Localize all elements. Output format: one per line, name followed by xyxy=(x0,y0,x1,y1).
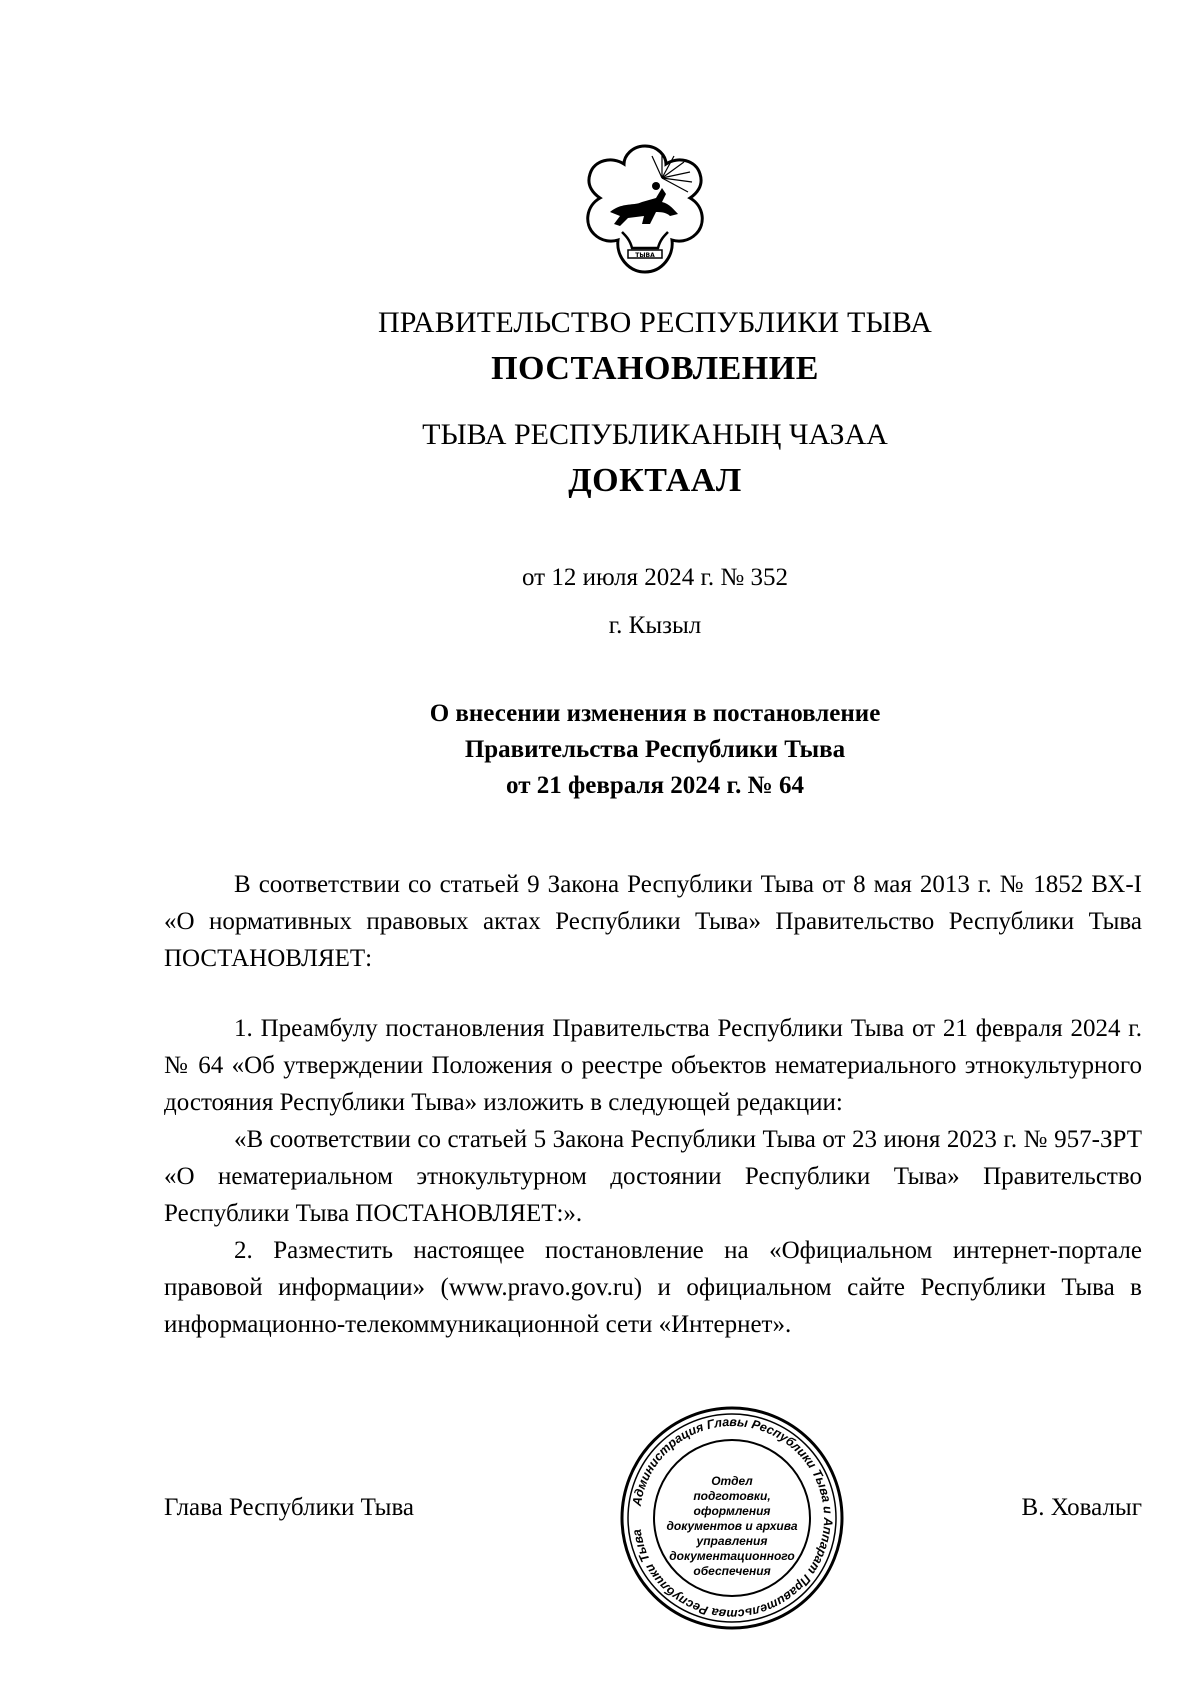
preamble xyxy=(164,866,1142,977)
document-title-line: О внесении изменения в постановление xyxy=(429,700,881,727)
resolution-body xyxy=(164,1010,1142,1343)
signatory-name: В. Ховалыг xyxy=(1021,1494,1142,1521)
coat-of-arms-emblem xyxy=(570,140,720,282)
document-title-line: от 21 февраля 2024 г. № 64 xyxy=(506,772,804,799)
stamp-inner-text: Отдел подготовки, оформления документов и архива управления документационного обеспечения xyxy=(666,1474,798,1578)
svg-text:Администрация Главы Республики: Администрация Главы Республики Тыва и Аппарат Правительства Республики Тыва xyxy=(629,1414,836,1622)
document-type-tyv: ДОКТААЛ xyxy=(568,462,742,499)
svg-text:ТЫВА: ТЫВА xyxy=(635,252,655,259)
document-date-number: от 12 июля 2024 г. № 352 xyxy=(521,564,789,591)
organization-name-ru: ПРАВИТЕЛЬСТВО РЕСПУБЛИКИ ТЫВА xyxy=(377,306,933,339)
document-type-ru: ПОСТАНОВЛЕНИЕ xyxy=(491,350,819,387)
organization-name-tyv: ТЫВА РЕСПУБЛИКАНЫҢ ЧАЗАА xyxy=(422,418,888,451)
signatory-position: Глава Республики Тыва xyxy=(164,1494,415,1521)
preamble-paragraph: В соответствии со статьей 9 Закона Республики Тыва от 8 мая 2013 г. № 1852 ВХ-I «О нормативных правовых актах Республики Тыва» Правительство Республики Тыва ПОСТАНОВЛЯЕТ: xyxy=(164,871,1142,972)
document-title xyxy=(160,696,1150,804)
clause-1-quoted-text: «В соответствии со статьей 5 Закона Республики Тыва от 23 июня 2023 г. № 957-ЗРТ «О нематериальном этнокультурном достоянии Республики Тыва» Правительство Республики Тыва ПОСТАНОВЛЯЕТ:». xyxy=(164,1126,1142,1227)
clause-1: 1. Преамбулу постановления Правительства Республики Тыва от 21 февраля 2024 г. № 64 «Об утверждении Положения о реестре объектов нематериального этнокультурного достояния Республики Тыва» изложить в следующей редакции: xyxy=(164,1015,1142,1116)
document-title-line: Правительства Республики Тыва xyxy=(464,736,846,763)
document-city: г. Кызыл xyxy=(608,612,702,639)
clause-2: 2. Разместить настоящее постановление на «Официальном интернет-портале правовой информации» (www.pravo.gov.ru) и официальном сайте Республики Тыва в информационно-телекоммуникационной сети «Интернет». xyxy=(164,1237,1142,1338)
